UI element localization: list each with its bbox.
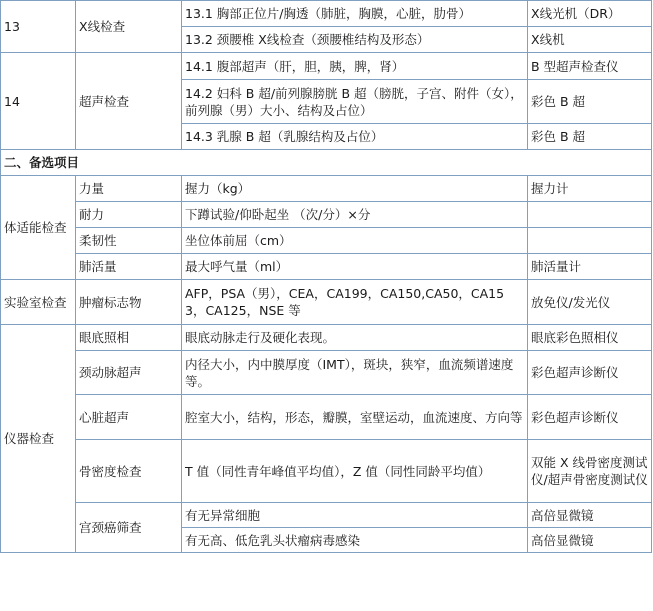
table-row — [1, 503, 652, 528]
detail-cell: 腔室大小，结构，形态，瓣膜，室壁运动，血流速度、方向等 — [182, 395, 528, 440]
equipment-cell: 彩色超声诊断仪 — [528, 351, 652, 395]
detail-cell: 最大呼气量（ml） — [182, 254, 528, 280]
subitem-name: 骨密度检查 — [76, 440, 182, 503]
table-row — [1, 202, 652, 228]
subitem-name: 心脏超声 — [76, 395, 182, 440]
table-row — [1, 440, 652, 503]
category-cell: X线检查 — [76, 1, 182, 53]
detail-cell: 眼底动脉走行及硬化表现。 — [182, 325, 528, 351]
item-cell: 14.2 妇科 B 超/前列腺膀胱 B 超（膀胱，子宫、附件（女），前列腺（男）大小、结构及占位） — [182, 80, 528, 124]
detail-cell: 坐位体前屈（cm） — [182, 228, 528, 254]
category-cell: 体适能检查 — [1, 176, 76, 280]
table-row — [1, 280, 652, 325]
table-row — [1, 228, 652, 254]
equipment-cell — [528, 228, 652, 254]
table-row — [1, 325, 652, 351]
subitem-name: 柔韧性 — [76, 228, 182, 254]
item-cell: 14.3 乳腺 B 超（乳腺结构及占位） — [182, 124, 528, 150]
equipment-cell: B 型超声检查仪 — [528, 53, 652, 80]
table-row — [1, 351, 652, 395]
detail-cell: 有无异常细胞 — [182, 503, 528, 528]
table-row — [1, 176, 652, 202]
equipment-cell: 双能 X 线骨密度测试仪/超声骨密度测试仪 — [528, 440, 652, 503]
table-row — [1, 1, 652, 27]
detail-cell: AFP，PSA（男），CEA，CA199，CA150,CA50，CA153，CA125，NSE 等 — [182, 280, 528, 325]
item-cell: 13.2 颈腰椎 X线检查（颈腰椎结构及形态） — [182, 27, 528, 53]
detail-cell: 下蹲试验/仰卧起坐 （次/分）×分 — [182, 202, 528, 228]
subitem-name: 颈动脉超声 — [76, 351, 182, 395]
category-cell: 超声检查 — [76, 53, 182, 150]
table-row — [1, 53, 652, 80]
table-row — [1, 395, 652, 440]
equipment-cell: 高倍显微镜 — [528, 503, 652, 528]
detail-cell: 有无高、低危乳头状瘤病毒感染 — [182, 528, 528, 553]
equipment-cell: 放免仪/发光仪 — [528, 280, 652, 325]
equipment-cell: 握力计 — [528, 176, 652, 202]
section-title: 二、备选项目 — [1, 150, 652, 176]
item-number: 14 — [1, 53, 76, 150]
detail-cell: T 值（同性青年峰值平均值），Z 值（同性同龄平均值） — [182, 440, 528, 503]
equipment-cell — [528, 202, 652, 228]
table-row — [1, 254, 652, 280]
item-number: 13 — [1, 1, 76, 53]
equipment-cell: 彩色 B 超 — [528, 80, 652, 124]
item-cell: 13.1 胸部正位片/胸透（肺脏，胸膜，心脏，肋骨） — [182, 1, 528, 27]
subitem-name: 力量 — [76, 176, 182, 202]
subitem-name: 眼底照相 — [76, 325, 182, 351]
category-cell: 实验室检查 — [1, 280, 76, 325]
equipment-cell: 眼底彩色照相仪 — [528, 325, 652, 351]
equipment-cell: X线光机（DR） — [528, 1, 652, 27]
equipment-cell: 彩色 B 超 — [528, 124, 652, 150]
equipment-cell: 彩色超声诊断仪 — [528, 395, 652, 440]
section-row — [1, 150, 652, 176]
subitem-name: 肺活量 — [76, 254, 182, 280]
equipment-cell: 肺活量计 — [528, 254, 652, 280]
detail-cell: 握力（kg） — [182, 176, 528, 202]
equipment-cell: 高倍显微镜 — [528, 528, 652, 553]
subitem-name: 宫颈癌筛查 — [76, 503, 182, 553]
equipment-cell: X线机 — [528, 27, 652, 53]
subitem-name: 耐力 — [76, 202, 182, 228]
category-cell: 仪器检查 — [1, 325, 76, 553]
detail-cell: 内径大小，内中膜厚度（IMT），斑块，狭窄，血流频谱速度等。 — [182, 351, 528, 395]
subitem-name: 肿瘤标志物 — [76, 280, 182, 325]
item-cell: 14.1 腹部超声（肝，胆，胰，脾，肾） — [182, 53, 528, 80]
